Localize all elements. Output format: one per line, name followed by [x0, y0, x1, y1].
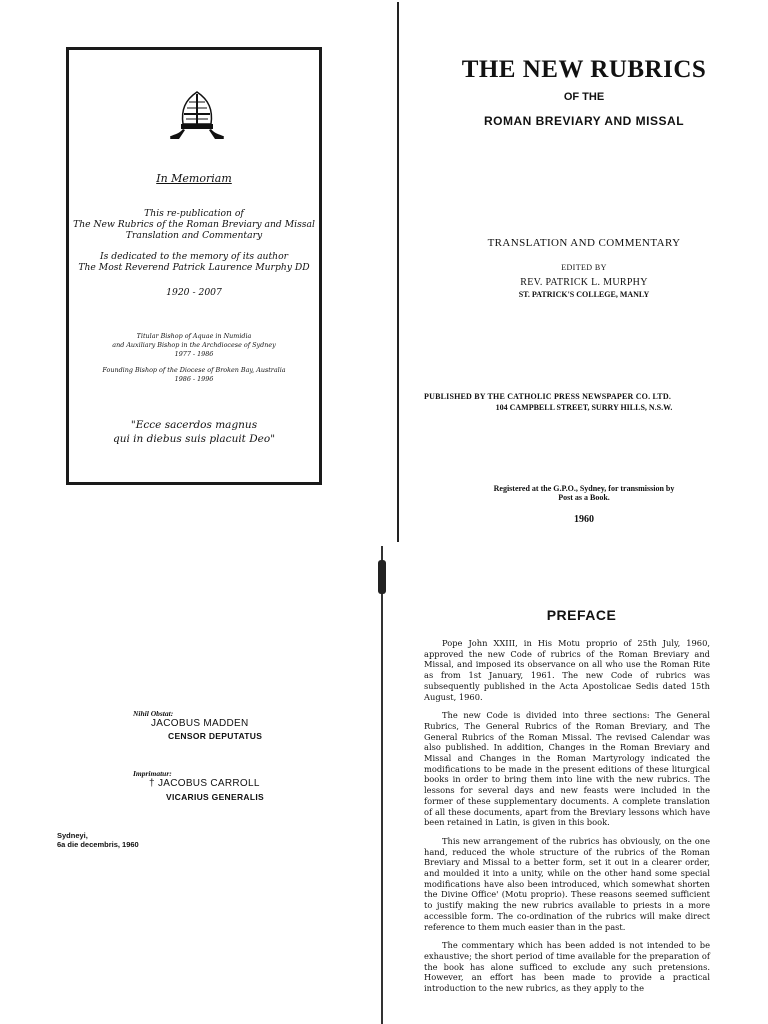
imprimatur-name: JACOBUS CARROLL — [157, 778, 260, 789]
editor-name: REV. PATRICK L. MURPHY — [520, 277, 648, 288]
quote-line: "Ecce sacerdos magnus — [130, 419, 258, 431]
dedication-line: The Most Reverend Patrick Laurence Murphy DD — [78, 262, 310, 273]
titular-line: Titular Bishop of Aquae in Numidia — [136, 332, 252, 340]
binding-mark — [378, 560, 386, 594]
nihil-obstat-name: JACOBUS MADDEN — [151, 718, 249, 729]
imprimatur-date: 6a die decembris, 1960 — [57, 840, 139, 849]
page-divider-top — [397, 2, 399, 542]
registration-line: Registered at the G.P.O., Sydney, for transmission by — [493, 484, 675, 493]
memorial-heading: In Memoriam — [156, 172, 232, 185]
dedication-line: Translation and Commentary — [125, 230, 263, 241]
preface-paragraph: This new arrangement of the rubrics has obviously, on the one hand, reduced the whole structure of the rubrics of the Roman Breviary and Missal to a better form, set it out in a clearer order, and moulded it into a unity, while on the other hand some special modifications have also been introduced, which somewhat shorten the Divine Office' (Motu proprio). These reasons seemed sufficient to justify making the new rubrics available to priests in a more accessible form. The co-ordination of the rubrics will make direct reference to them much easier than in the past. — [424, 835, 710, 932]
registration-line: Post as a Book. — [558, 493, 610, 502]
titular-line: and Auxiliary Bishop in the Archdiocese of Sydney — [112, 341, 276, 349]
memorial-quote — [69, 418, 319, 446]
imprimatur-title: VICARIUS GENERALIS — [166, 792, 264, 802]
publisher-line: PUBLISHED BY THE CATHOLIC PRESS NEWSPAPER CO. LTD. — [424, 392, 672, 401]
titular-block — [73, 332, 315, 359]
dedication-line: Is dedicated to the memory of its author — [99, 251, 288, 262]
publication-year: 1960 — [574, 514, 594, 525]
editor-college: ST. PATRICK'S COLLEGE, MANLY — [518, 290, 650, 299]
imprimatur-label: Imprimatur: — [133, 769, 172, 778]
preface-paragraph: Pope John XXIII, in His Motu proprio of 25th July, 1960, approved the new Code of rubrics of the Roman Breviary and Missal, and imposed its observance on all who use the Roman Rite as from 1st January, 1961. The new Code of rubrics was subsequently published in the Acta Apostolicae Sedis dated 15th August, 1960. — [424, 638, 710, 702]
preface-body — [424, 638, 710, 1002]
memorial-card — [66, 47, 322, 485]
founding-line: Founding Bishop of the Diocese of Broken Bay, Australia — [102, 366, 286, 374]
titular-years: 1977 - 1986 — [174, 350, 214, 358]
imprimatur-line — [149, 778, 260, 789]
founding-years: 1986 - 1996 — [174, 375, 214, 383]
founding-block — [73, 366, 315, 384]
preface-heading: PREFACE — [546, 607, 617, 623]
life-years: 1920 - 2007 — [166, 287, 222, 298]
page-divider-bottom — [381, 546, 383, 1024]
dedication-line: This re-publication of — [144, 208, 244, 219]
preface-paragraph: The new Code is divided into three sections: The General Rubrics, The General Rubrics of the Roman Breviary, and The General Rubrics of the Roman Missal. The revised Calendar was also published. In addition, Changes in the Roman Breviary and Missal and Changes in the Roman Martyrology indicated the modifications to be made in the present editions of these liturgical books in order to bring them into line with the new rubrics. The lessons for several days and new feasts were included in the former of these supplementary documents. A complete translation of all these documents, apart from the Breviary lessons which have been retained in Latin, is given in this book. — [424, 710, 710, 828]
dedication-block — [73, 251, 315, 273]
nihil-obstat-label: Nihil Obstat: — [133, 709, 174, 718]
dedication-block — [73, 208, 315, 241]
translation-line: TRANSLATION AND COMMENTARY — [487, 237, 681, 249]
mitre-icon — [167, 90, 227, 140]
publisher-address: 104 CAMPBELL STREET, SURRY HILLS, N.S.W. — [495, 403, 673, 412]
book-title: THE NEW RUBRICS — [461, 56, 707, 83]
nihil-obstat-title: CENSOR DEPUTATUS — [168, 731, 263, 741]
edited-by-label: EDITED BY — [561, 263, 607, 272]
preface-paragraph: The commentary which has been added is not intended to be exhaustive; the short period of time available for the preparation of the book has alone sufficed to exclude any such pretensions. However, an effort has been made to provide a practical introduction to the new rubrics, as they apply to the — [424, 940, 710, 994]
imprimatur-place: Sydneyi, — [57, 831, 88, 840]
cross-icon: † — [149, 778, 155, 789]
book-subtitle: ROMAN BREVIARY AND MISSAL — [483, 114, 685, 128]
dedication-line: The New Rubrics of the Roman Breviary and Missal — [73, 219, 315, 230]
book-title-of: OF THE — [563, 91, 605, 103]
quote-line: qui in diebus suis placuit Deo" — [112, 433, 276, 445]
